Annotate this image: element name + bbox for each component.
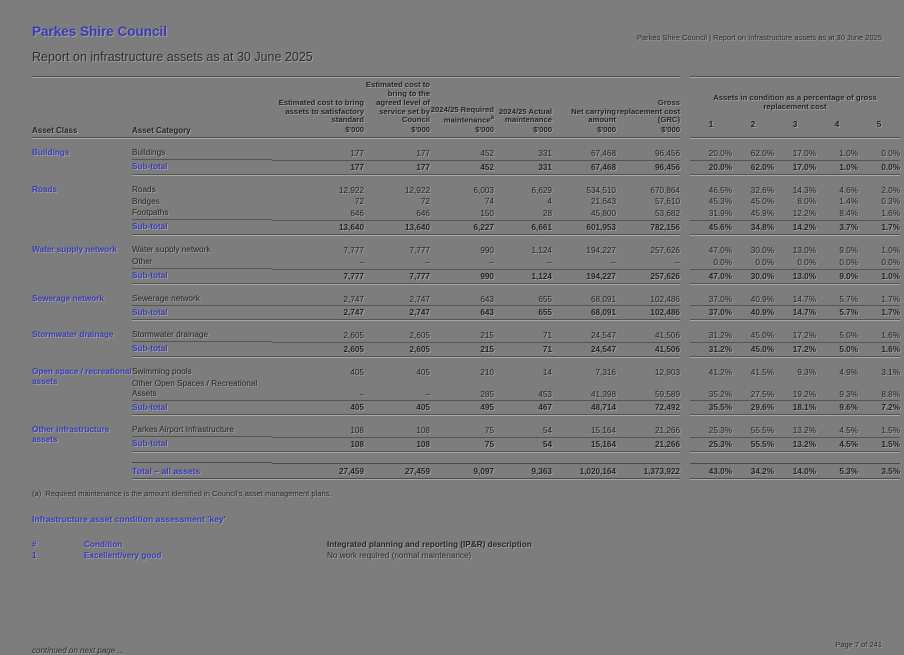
value-cell: 405	[416, 367, 430, 377]
asset-category-label: Buildings	[132, 148, 166, 158]
value-cell: 7,777	[272, 269, 364, 284]
value-cell: 257,626	[650, 245, 680, 255]
value-cell: 13,640	[364, 220, 430, 235]
asset-class-label: Water supply network	[32, 245, 117, 255]
condition-percent-cell: 62.0%	[750, 148, 774, 158]
header-cost-agreed	[364, 77, 430, 137]
table-top-rule-left	[32, 76, 680, 77]
condition-key-table	[32, 540, 904, 560]
value-cell: 54	[494, 437, 552, 452]
condition-percent-cell: 47.0%	[690, 269, 732, 284]
condition-percent-cell: 5.0%	[839, 331, 858, 341]
subtotal-label: Sub-total	[132, 400, 272, 416]
value-cell: 452	[480, 148, 494, 158]
total-value-cell: 27,459	[364, 463, 430, 479]
header-condition-group: Assets in condition as a percentage of gross replacement cost	[713, 93, 877, 112]
condition-percent-cell: 7.2%	[858, 400, 900, 415]
condition-percent-cell: 55.5%	[750, 426, 774, 436]
value-cell: 13,640	[272, 220, 364, 235]
header-unit: $'000	[345, 125, 364, 135]
asset-section	[32, 366, 900, 415]
value-cell: 331	[538, 148, 552, 158]
condition-percent-cell: 2.0%	[881, 185, 900, 195]
total-condition-cell: 34.2%	[732, 463, 774, 479]
value-cell: 54	[542, 426, 552, 436]
value-cell: 782,156	[616, 220, 680, 235]
asset-category-label: Bridges	[132, 196, 160, 206]
header-bottom-rule-right	[690, 137, 900, 138]
condition-percent-cell: 4.5%	[816, 437, 858, 452]
total-value-cell: 9,097	[430, 463, 494, 479]
condition-percent-cell: 40.9%	[732, 305, 774, 320]
condition-percent-cell: 3.1%	[881, 367, 900, 377]
condition-percent-cell: 14.2%	[774, 220, 816, 235]
footnote-text: Required maintenance is the amount identified in Council's asset management plans.	[45, 489, 332, 499]
condition-percent-cell: 30.0%	[732, 269, 774, 284]
subtotal-label: Sub-total	[132, 159, 272, 175]
footnote-marker-sup: a	[490, 114, 494, 121]
condition-percent-cell: 1.0%	[816, 160, 858, 175]
asset-category-label: Footpaths	[132, 208, 169, 218]
value-cell: 210	[480, 367, 494, 377]
table-footnote	[32, 489, 904, 498]
asset-class-label: Stormwater drainage	[32, 330, 114, 340]
key-description-header: Integrated planning and reporting (IP&R) description	[327, 540, 532, 550]
condition-percent-cell: 32.6%	[750, 185, 774, 195]
condition-percent-cell: 4.9%	[839, 367, 858, 377]
header-condition-2: 2	[750, 120, 756, 130]
value-cell: 24,547	[590, 331, 616, 341]
value-cell: –	[425, 389, 430, 399]
value-cell: 467	[494, 400, 552, 415]
header-condition-3: 3	[792, 120, 798, 130]
condition-percent-cell: 9.6%	[816, 400, 858, 415]
condition-percent-cell: 37.0%	[708, 294, 732, 304]
condition-percent-cell: 40.9%	[750, 294, 774, 304]
condition-percent-cell: 18.1%	[774, 400, 816, 415]
asset-class-label: Sewerage network	[32, 293, 104, 303]
key-num-header: #	[32, 540, 37, 550]
value-cell: 108	[272, 437, 364, 452]
total-label: Total – all assets	[132, 462, 272, 479]
value-cell: 12,922	[404, 185, 430, 195]
header-unit: $'000	[411, 125, 430, 135]
header-condition-1: 1	[708, 120, 714, 130]
header-bottom-rule-left	[32, 137, 680, 138]
header-actual-maintenance	[494, 104, 552, 138]
table-header	[32, 76, 900, 138]
condition-percent-cell: 45.0%	[750, 197, 774, 207]
page-header-reference: Parkes Shire Council | Report on Infrastructure assets as at 30 June 2025	[637, 33, 882, 42]
value-cell: 405	[272, 400, 364, 415]
value-cell: 45,800	[590, 209, 616, 219]
value-cell: 6,629	[531, 185, 552, 195]
value-cell: 194,227	[586, 245, 616, 255]
value-cell: 102,486	[650, 294, 680, 304]
value-cell: 102,486	[616, 305, 680, 320]
value-cell: 21,266	[616, 437, 680, 452]
value-cell: 15,164	[590, 426, 616, 436]
header-cost-agreed-label: Estimated cost to bring to the agreed level of service set by Council	[365, 80, 430, 125]
condition-percent-cell: 1.7%	[881, 294, 900, 304]
condition-percent-cell: 8.8%	[881, 389, 900, 399]
condition-percent-cell: 1.5%	[858, 437, 900, 452]
condition-percent-cell: 0.0%	[755, 257, 774, 267]
condition-percent-cell: 4.5%	[839, 426, 858, 436]
asset-table-body	[32, 147, 900, 452]
value-cell: 57,610	[654, 197, 680, 207]
asset-category-label: Stormwater drainage	[132, 330, 208, 340]
condition-percent-cell: 35.5%	[690, 400, 732, 415]
condition-percent-cell: 1.7%	[858, 305, 900, 320]
condition-percent-cell: 19.2%	[792, 389, 816, 399]
page-number: Page 7 of 241	[835, 640, 882, 649]
condition-percent-cell: 1.0%	[839, 148, 858, 158]
value-cell: –	[547, 257, 552, 267]
condition-percent-cell: 13.2%	[774, 437, 816, 452]
value-cell: 7,777	[364, 269, 430, 284]
value-cell: 6,003	[473, 185, 494, 195]
value-cell: 68,091	[552, 305, 616, 320]
condition-percent-cell: 9.3%	[839, 389, 858, 399]
condition-percent-cell: 45.0%	[732, 342, 774, 357]
condition-percent-cell: 17.0%	[792, 148, 816, 158]
header-net-carrying	[552, 104, 616, 138]
subtotal-label: Sub-total	[132, 305, 272, 321]
condition-percent-cell: 1.0%	[858, 269, 900, 284]
value-cell: 15,164	[552, 437, 616, 452]
value-cell: 96,456	[654, 148, 680, 158]
value-cell: 990	[480, 245, 494, 255]
condition-percent-cell: 1.5%	[881, 426, 900, 436]
condition-percent-cell: 25.3%	[690, 437, 732, 452]
value-cell: 72	[354, 197, 364, 207]
value-cell: 75	[430, 437, 494, 452]
value-cell: 12,922	[338, 185, 364, 195]
value-cell: 71	[542, 331, 552, 341]
asset-category-label: Other	[132, 256, 153, 266]
value-cell: 21,266	[654, 426, 680, 436]
condition-percent-cell: 8.4%	[839, 209, 858, 219]
asset-category-label: Other Open Spaces / Recreational Assets	[132, 378, 258, 398]
page-subtitle: Report on infrastructure assets as at 30 June 2025	[32, 50, 313, 64]
condition-percent-cell: 5.7%	[816, 305, 858, 320]
condition-percent-cell: 1.6%	[858, 342, 900, 357]
asset-section	[32, 184, 900, 235]
asset-section	[32, 147, 900, 175]
value-cell: 177	[350, 148, 364, 158]
condition-percent-cell: 0.0%	[839, 257, 858, 267]
value-cell: 108	[364, 437, 430, 452]
key-condition-header: Condition	[84, 540, 123, 550]
value-cell: –	[425, 257, 430, 267]
value-cell: 601,953	[552, 220, 616, 235]
condition-percent-cell: 14.7%	[792, 294, 816, 304]
value-cell: 177	[364, 160, 430, 175]
condition-percent-cell: 13.0%	[792, 245, 816, 255]
condition-percent-cell: 0.0%	[858, 160, 900, 175]
value-cell: –	[611, 257, 616, 267]
condition-percent-cell: 1.7%	[858, 220, 900, 235]
value-cell: 2,605	[364, 342, 430, 357]
value-cell: 215	[480, 331, 494, 341]
condition-percent-cell: 5.0%	[816, 342, 858, 357]
condition-percent-cell: 62.0%	[732, 160, 774, 175]
value-cell: 7,777	[409, 245, 430, 255]
condition-percent-cell: 12.2%	[792, 209, 816, 219]
value-cell: –	[359, 257, 364, 267]
condition-percent-cell: 14.7%	[774, 305, 816, 320]
condition-percent-cell: 1.6%	[881, 331, 900, 341]
condition-percent-cell: 1.4%	[839, 197, 858, 207]
key-row-description: No work required (normal maintenance)	[327, 551, 472, 561]
value-cell: 41,506	[616, 342, 680, 357]
value-cell: 12,903	[654, 367, 680, 377]
value-cell: 67,468	[552, 160, 616, 175]
value-cell: 2,747	[364, 305, 430, 320]
value-cell: 96,456	[616, 160, 680, 175]
subtotal-label: Sub-total	[132, 341, 272, 357]
value-cell: 331	[494, 160, 552, 175]
condition-percent-cell: 13.0%	[774, 269, 816, 284]
value-cell: 1,124	[494, 269, 552, 284]
condition-percent-cell: 34.8%	[732, 220, 774, 235]
value-cell: 6,661	[494, 220, 552, 235]
header-unit: $'000	[475, 125, 494, 135]
value-cell: 72,492	[616, 400, 680, 415]
infrastructure-assets-table	[32, 76, 900, 479]
value-cell: 72	[420, 197, 430, 207]
value-cell: 2,747	[343, 294, 364, 304]
total-condition-cell: 43.0%	[690, 463, 732, 479]
condition-percent-cell: 25.3%	[708, 426, 732, 436]
value-cell: 655	[538, 294, 552, 304]
total-value-cell: 1,373,922	[616, 463, 680, 479]
asset-class-label: Roads	[32, 184, 58, 194]
header-unit: $'000	[597, 125, 616, 135]
value-cell: 2,605	[272, 342, 364, 357]
condition-percent-cell: 17.2%	[774, 342, 816, 357]
condition-percent-cell: 0.0%	[881, 148, 900, 158]
header-grc	[616, 95, 680, 137]
value-cell: 59,589	[654, 389, 680, 399]
header-asset-class: Asset Class	[32, 125, 78, 135]
value-cell: 24,547	[552, 342, 616, 357]
header-cost-satisfactory-label: Estimated cost to bring assets to satisfactory standard	[278, 97, 364, 125]
header-asset-category: Asset Category	[132, 125, 191, 135]
value-cell: 643	[430, 305, 494, 320]
value-cell: 405	[350, 367, 364, 377]
asset-section	[32, 329, 900, 357]
value-cell: 48,714	[552, 400, 616, 415]
condition-percent-cell: 1.0%	[881, 245, 900, 255]
condition-percent-cell: 45.3%	[708, 197, 732, 207]
header-unit: $'000	[533, 125, 552, 135]
condition-percent-cell: 0.3%	[881, 197, 900, 207]
condition-percent-cell: 13.2%	[792, 426, 816, 436]
asset-class-label: Buildings	[32, 148, 70, 158]
condition-percent-cell: 30.0%	[750, 245, 774, 255]
value-cell: 453	[538, 389, 552, 399]
condition-percent-cell: 41.5%	[750, 367, 774, 377]
condition-key-heading: Infrastructure asset condition assessment 'key'	[32, 514, 226, 525]
header-net-carrying-label: Net carrying amount	[571, 106, 616, 125]
header-grc-label: Gross replacement cost (GRC)	[616, 97, 680, 125]
condition-percent-cell: 9.3%	[797, 367, 816, 377]
asset-category-label: Sewerage network	[132, 293, 200, 303]
value-cell: 177	[416, 148, 430, 158]
value-cell: 53,682	[654, 209, 680, 219]
value-cell: 2,605	[409, 331, 430, 341]
value-cell: 41,506	[654, 331, 680, 341]
value-cell: 643	[480, 294, 494, 304]
condition-percent-cell: 9.0%	[816, 269, 858, 284]
condition-percent-cell: 20.0%	[708, 148, 732, 158]
asset-category-label: Water supply network	[132, 245, 211, 255]
condition-percent-cell: 45.9%	[750, 209, 774, 219]
condition-percent-cell: 8.0%	[797, 197, 816, 207]
asset-section	[32, 244, 900, 284]
header-cost-satisfactory	[272, 95, 364, 137]
header-actual-maintenance-label: 2024/25 Actual maintenance	[498, 106, 552, 125]
value-cell: 990	[430, 269, 494, 284]
condition-percent-cell: 55.5%	[732, 437, 774, 452]
header-required-maintenance-label: 2024/25 Required maintenance$^a$	[430, 104, 494, 125]
value-cell: 108	[350, 426, 364, 436]
total-row	[32, 462, 900, 479]
value-cell: 4	[547, 197, 552, 207]
value-cell: 452	[430, 160, 494, 175]
value-cell: 646	[350, 209, 364, 219]
condition-percent-cell: 31.2%	[708, 331, 732, 341]
value-cell: 6,227	[430, 220, 494, 235]
header-required-maintenance	[430, 102, 494, 137]
value-cell: 68,091	[590, 294, 616, 304]
value-cell: 646	[416, 209, 430, 219]
value-cell: 28	[542, 209, 552, 219]
subtotal-label: Sub-total	[132, 436, 272, 452]
total-condition-cell: 5.3%	[816, 463, 858, 479]
total-value-cell: 27,459	[272, 463, 364, 479]
condition-percent-cell: 1.6%	[881, 209, 900, 219]
condition-percent-cell: 41.2%	[708, 367, 732, 377]
total-condition-cell: 14.0%	[774, 463, 816, 479]
condition-percent-cell: 47.0%	[708, 245, 732, 255]
asset-category-label: Parkes Airport Infrastructure	[132, 425, 234, 435]
condition-percent-cell: 0.0%	[881, 257, 900, 267]
value-cell: 7,777	[343, 245, 364, 255]
value-cell: 655	[494, 305, 552, 320]
condition-percent-cell: 0.0%	[713, 257, 732, 267]
condition-percent-cell: 5.7%	[839, 294, 858, 304]
header-condition-4: 4	[834, 120, 840, 130]
condition-percent-cell: 3.7%	[816, 220, 858, 235]
asset-section	[32, 293, 900, 321]
value-cell: 67,468	[590, 148, 616, 158]
key-row-condition: Excellent/very good	[84, 551, 162, 561]
value-cell: 14	[542, 367, 552, 377]
value-cell: 71	[494, 342, 552, 357]
asset-category-label: Roads	[132, 184, 156, 194]
condition-percent-cell: 20.0%	[690, 160, 732, 175]
condition-percent-cell: 0.0%	[797, 257, 816, 267]
condition-percent-cell: 17.0%	[774, 160, 816, 175]
value-cell: 75	[484, 426, 494, 436]
asset-category-label: Swimming pools	[132, 367, 192, 377]
condition-percent-cell: 27.5%	[750, 389, 774, 399]
value-cell: 108	[416, 426, 430, 436]
value-cell: 405	[364, 400, 430, 415]
value-cell: 41,398	[590, 389, 616, 399]
value-cell: 2,747	[272, 305, 364, 320]
condition-percent-cell: 37.0%	[690, 305, 732, 320]
condition-percent-cell: 29.6%	[732, 400, 774, 415]
value-cell: 285	[480, 389, 494, 399]
condition-percent-cell: 31.9%	[708, 209, 732, 219]
continued-note: continued on next page ...	[32, 646, 125, 655]
condition-percent-cell: 45.6%	[690, 220, 732, 235]
condition-percent-cell: 9.0%	[839, 245, 858, 255]
condition-percent-cell: 35.2%	[708, 389, 732, 399]
header-unit: $'000	[661, 125, 680, 135]
subtotal-label: Sub-total	[132, 219, 272, 235]
condition-percent-cell: 4.6%	[839, 185, 858, 195]
condition-percent-cell: 45.0%	[750, 331, 774, 341]
total-condition-cell: 3.5%	[858, 463, 900, 479]
value-cell: 2,747	[409, 294, 430, 304]
value-cell: 194,227	[552, 269, 616, 284]
value-cell: 670,864	[650, 185, 680, 195]
condition-percent-cell: 17.2%	[792, 331, 816, 341]
asset-class-label: Open space / recreational assets	[32, 367, 132, 386]
value-cell: –	[489, 257, 494, 267]
total-value-cell: 9,363	[494, 463, 552, 479]
value-cell: 534,510	[586, 185, 616, 195]
asset-class-label: Other infrastructure assets	[32, 425, 110, 445]
condition-percent-cell: 46.5%	[708, 185, 732, 195]
page-title: Parkes Shire Council	[32, 24, 168, 39]
value-cell: 7,316	[595, 367, 616, 377]
subtotal-label: Sub-total	[132, 268, 272, 284]
value-cell: 177	[272, 160, 364, 175]
footnote-marker: (a)	[32, 489, 42, 499]
value-cell: 74	[484, 197, 494, 207]
key-row-num: 1	[32, 551, 37, 561]
value-cell: 21,643	[590, 197, 616, 207]
value-cell: 495	[430, 400, 494, 415]
asset-section	[32, 424, 900, 452]
value-cell: –	[359, 389, 364, 399]
condition-percent-cell: 31.2%	[690, 342, 732, 357]
value-cell: 1,124	[531, 245, 552, 255]
value-cell: –	[675, 257, 680, 267]
header-condition-5: 5	[876, 120, 882, 130]
total-value-cell: 1,020,164	[552, 463, 616, 479]
condition-percent-cell: 14.3%	[792, 185, 816, 195]
value-cell: 257,626	[616, 269, 680, 284]
value-cell: 150	[480, 209, 494, 219]
value-cell: 2,605	[343, 331, 364, 341]
value-cell: 215	[430, 342, 494, 357]
